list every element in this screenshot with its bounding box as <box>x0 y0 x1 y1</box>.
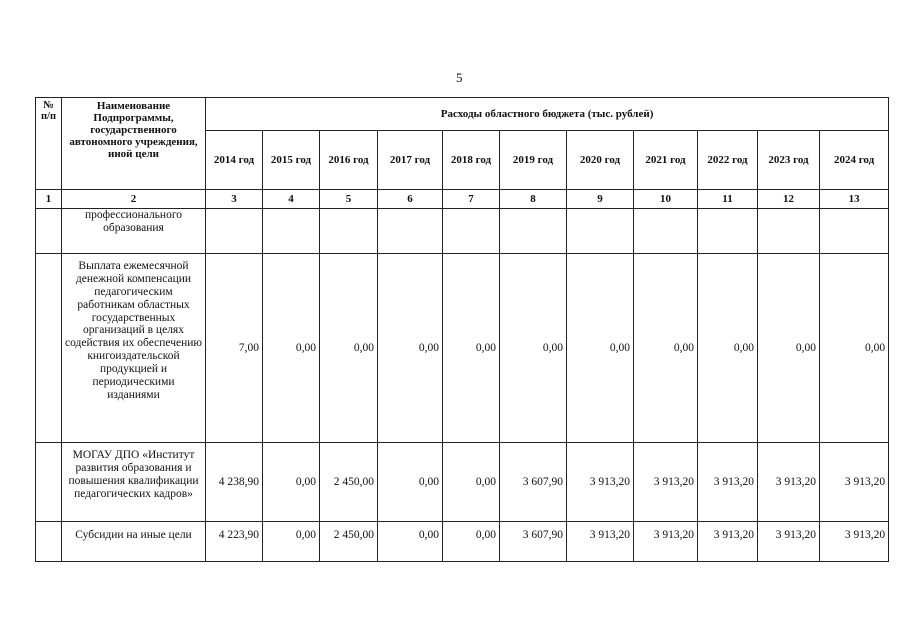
column-index: 13 <box>820 190 889 209</box>
table-row <box>36 209 889 254</box>
row-value: 0,00 <box>443 522 500 562</box>
row-value: 0,00 <box>567 254 634 443</box>
row-num <box>36 209 62 254</box>
row-value: 0,00 <box>320 254 378 443</box>
row-value: 3 913,20 <box>698 443 758 522</box>
column-index-row <box>36 190 889 209</box>
column-index: 4 <box>263 190 320 209</box>
header-year: 2015 год <box>263 131 320 190</box>
row-value: 0,00 <box>500 254 567 443</box>
table-row <box>36 522 889 562</box>
row-value: 3 913,20 <box>820 522 889 562</box>
column-index: 5 <box>320 190 378 209</box>
row-name: МОГАУ ДПО «Институт развития образования и повышения квалификации педагогических кадров» <box>62 443 206 522</box>
row-value: 0,00 <box>758 254 820 443</box>
page-number: 5 <box>456 70 463 85</box>
row-value: 0,00 <box>263 443 320 522</box>
header-year: 2024 год <box>820 131 889 190</box>
column-index: 9 <box>567 190 634 209</box>
row-value: 3 913,20 <box>758 443 820 522</box>
row-value <box>320 209 378 254</box>
row-value: 0,00 <box>263 522 320 562</box>
column-index: 8 <box>500 190 567 209</box>
header-row-top <box>36 98 889 131</box>
row-value: 3 913,20 <box>820 443 889 522</box>
row-value: 0,00 <box>820 254 889 443</box>
row-value: 0,00 <box>378 254 443 443</box>
row-value: 2 450,00 <box>320 443 378 522</box>
row-value <box>263 209 320 254</box>
header-year: 2014 год <box>206 131 263 190</box>
row-value: 3 607,90 <box>500 522 567 562</box>
header-name: Наименование Подпрограммы, государственного автономного учреждения, иной цели <box>62 98 206 190</box>
header-year: 2016 год <box>320 131 378 190</box>
row-value: 4 223,90 <box>206 522 263 562</box>
row-value <box>206 209 263 254</box>
header-year: 2023 год <box>758 131 820 190</box>
header-year: 2019 год <box>500 131 567 190</box>
column-index: 1 <box>36 190 62 209</box>
row-value: 3 913,20 <box>634 522 698 562</box>
header-year: 2021 год <box>634 131 698 190</box>
header-expenses: Расходы областного бюджета (тыс. рублей) <box>206 98 889 131</box>
row-value: 0,00 <box>263 254 320 443</box>
row-value: 3 913,20 <box>758 522 820 562</box>
row-value <box>378 209 443 254</box>
column-index: 3 <box>206 190 263 209</box>
row-value: 3 913,20 <box>567 522 634 562</box>
header-num: № п/п <box>36 98 62 190</box>
row-name: Субсидии на иные цели <box>62 522 206 562</box>
row-value: 0,00 <box>634 254 698 443</box>
row-name: профессионального образования <box>62 209 206 254</box>
row-value: 3 913,20 <box>634 443 698 522</box>
header-year: 2018 год <box>443 131 500 190</box>
row-value <box>634 209 698 254</box>
column-index: 10 <box>634 190 698 209</box>
row-name: Выплата ежемесячной денежной компенсации педагогическим работникам областных государственных организаций в целях содействия их обеспечению книгоиздательской продукцией и периодическими изданиями <box>62 254 206 443</box>
column-index: 12 <box>758 190 820 209</box>
row-num <box>36 254 62 443</box>
row-value <box>443 209 500 254</box>
budget-table <box>35 97 889 562</box>
row-value: 0,00 <box>378 522 443 562</box>
row-num <box>36 522 62 562</box>
column-index: 6 <box>378 190 443 209</box>
row-value <box>567 209 634 254</box>
column-index: 11 <box>698 190 758 209</box>
row-value <box>820 209 889 254</box>
table-row <box>36 254 889 443</box>
column-index: 2 <box>62 190 206 209</box>
table-row <box>36 443 889 522</box>
row-value: 0,00 <box>443 443 500 522</box>
row-value <box>758 209 820 254</box>
row-value: 3 913,20 <box>567 443 634 522</box>
row-num <box>36 443 62 522</box>
row-value <box>698 209 758 254</box>
row-value <box>500 209 567 254</box>
row-value: 2 450,00 <box>320 522 378 562</box>
header-year: 2017 год <box>378 131 443 190</box>
column-index: 7 <box>443 190 500 209</box>
row-value: 7,00 <box>206 254 263 443</box>
row-value: 4 238,90 <box>206 443 263 522</box>
row-value: 3 913,20 <box>698 522 758 562</box>
row-value: 3 607,90 <box>500 443 567 522</box>
row-value: 0,00 <box>378 443 443 522</box>
header-year: 2020 год <box>567 131 634 190</box>
header-year: 2022 год <box>698 131 758 190</box>
row-value: 0,00 <box>443 254 500 443</box>
row-value: 0,00 <box>698 254 758 443</box>
